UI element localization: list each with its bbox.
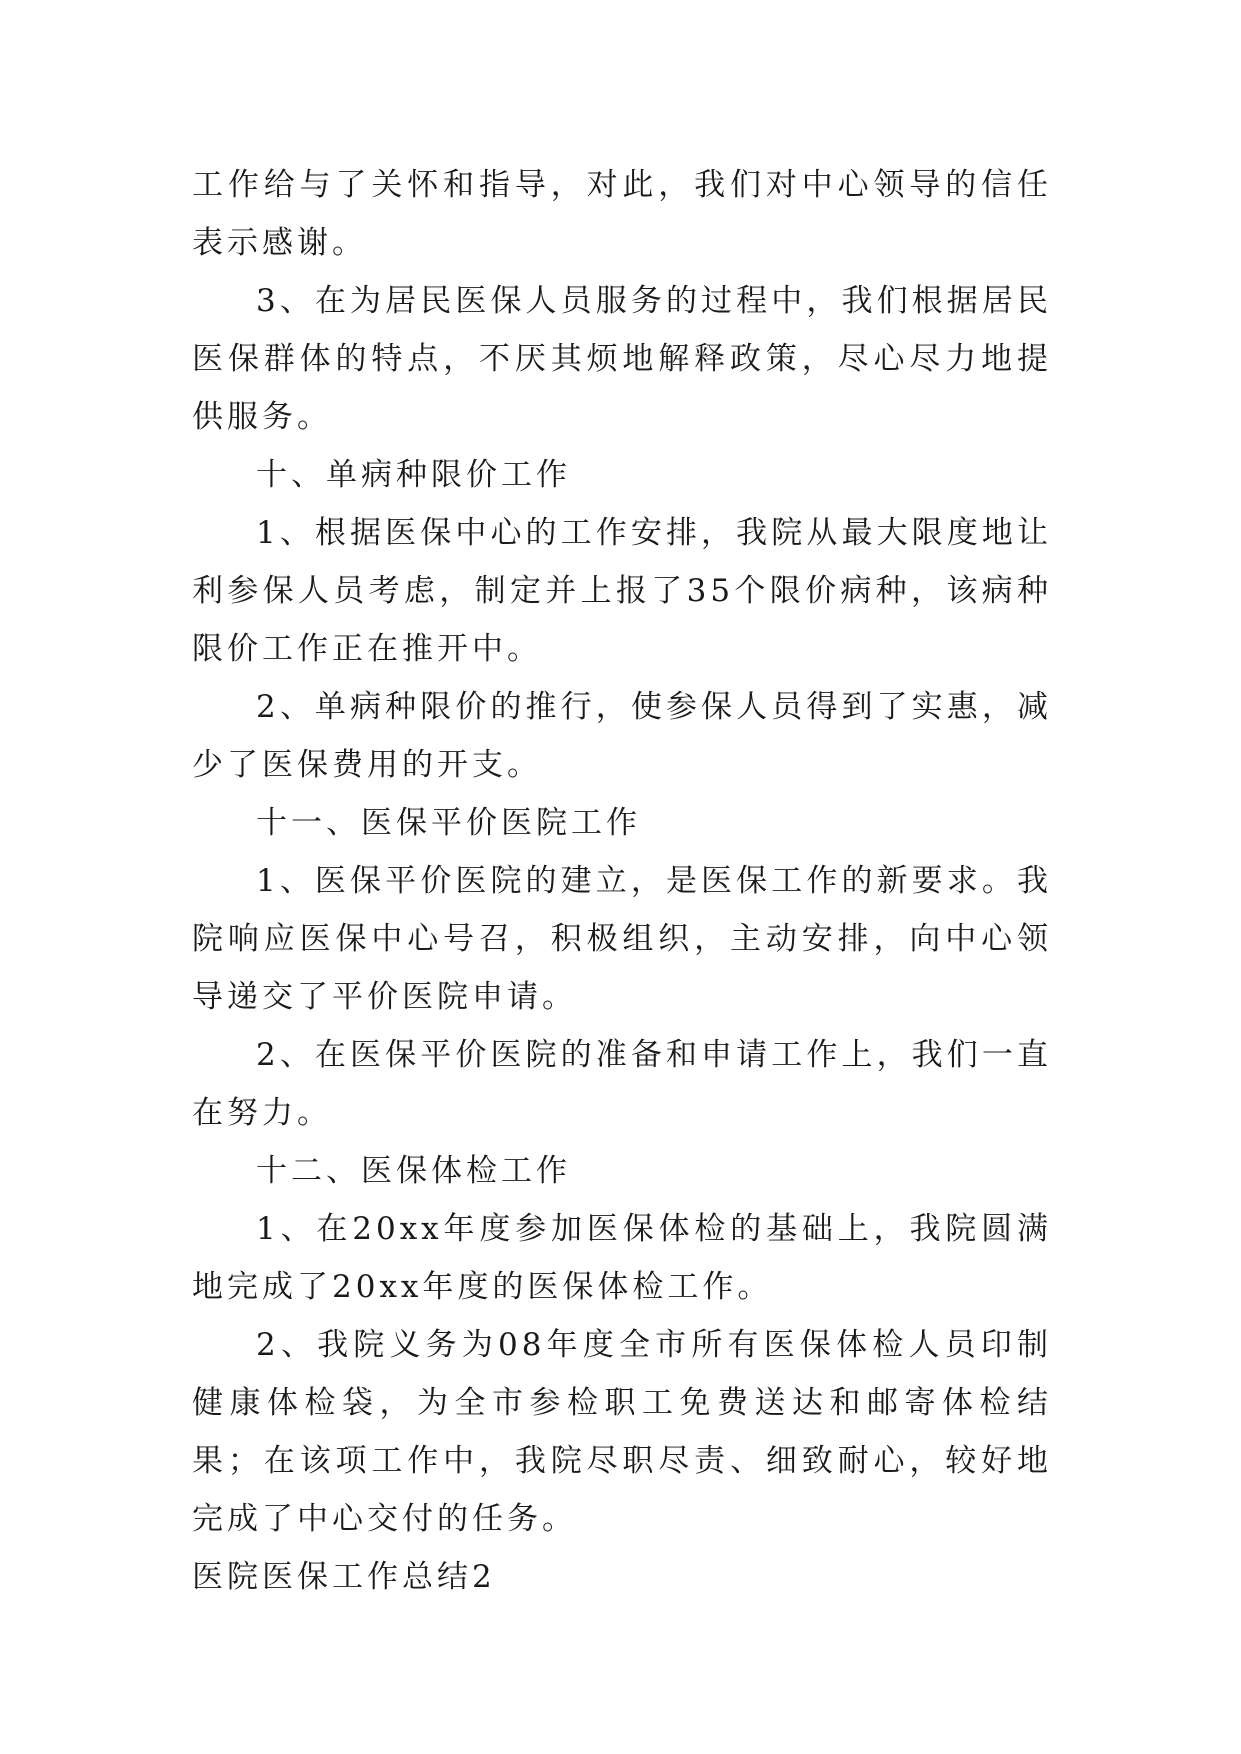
next-document-title: 医院医保工作总结2 <box>192 1559 496 1595</box>
paragraph-physical-exam-2: 2、我院义务为08年度全市所有医保体检人员印制健康体检袋，为全市参检职工免费送达和邮寄体检结果；在该项工作中，我院尽职尽责、细致耐心，较好地完成了中心交付的任务。 <box>192 1327 1052 1537</box>
paragraph-affordable-hospital-1: 1、医保平价医院的建立，是医保工作的新要求。我院响应医保中心号召，积极组织，主动安排，向中心领导递交了平价医院申请。 <box>192 863 1052 1015</box>
section-heading-affordable-hospital: 十一、医保平价医院工作 <box>256 805 641 841</box>
paragraph-affordable-hospital-2: 2、在医保平价医院的准备和申请工作上，我们一直在努力。 <box>192 1037 1052 1131</box>
paragraph-closing-thanks: 工作给与了关怀和指导，对此，我们对中心领导的信任表示感谢。 <box>192 167 1052 261</box>
paragraph-resident-service: 3、在为居民医保人员服务的过程中，我们根据居民医保群体的特点，不厌其烦地解释政策，尽心尽力地提供服务。 <box>192 283 1052 435</box>
section-heading-physical-exam: 十二、医保体检工作 <box>256 1153 571 1189</box>
document-body <box>192 156 1052 1606</box>
paragraph-physical-exam-1: 1、在20xx年度参加医保体检的基础上，我院圆满地完成了20xx年度的医保体检工作。 <box>192 1211 1052 1305</box>
section-heading-single-disease: 十、单病种限价工作 <box>256 457 571 493</box>
paragraph-single-disease-1: 1、根据医保中心的工作安排，我院从最大限度地让利参保人员考虑，制定并上报了35个限价病种，该病种限价工作正在推开中。 <box>192 515 1052 667</box>
paragraph-single-disease-2: 2、单病种限价的推行，使参保人员得到了实惠，减少了医保费用的开支。 <box>192 689 1052 783</box>
